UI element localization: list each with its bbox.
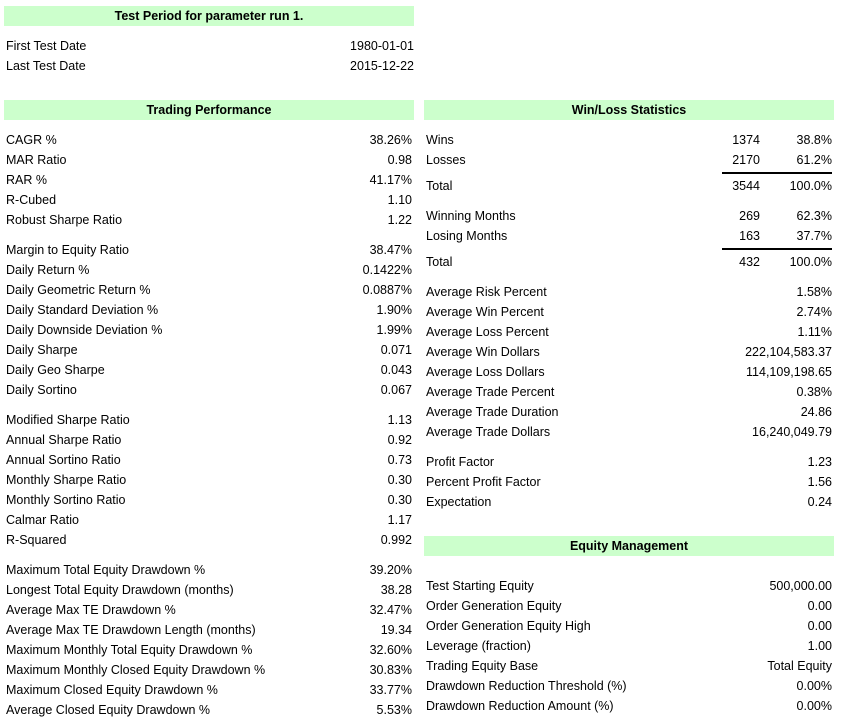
- row-label: Average Max TE Drawdown %: [6, 603, 176, 617]
- row-label: Total: [426, 179, 453, 193]
- row-label: Average Win Percent: [426, 305, 544, 319]
- table-row: [6, 340, 412, 360]
- row-percent: 61.2%: [796, 153, 832, 167]
- row-value: 114,109,198.65: [746, 365, 832, 379]
- table-row: [426, 362, 832, 382]
- row-value: 500,000.00: [769, 579, 832, 593]
- row-label: Average Trade Dollars: [426, 425, 551, 439]
- row-label: Average Trade Duration: [426, 405, 559, 419]
- table-row: [6, 260, 412, 280]
- table-row: [6, 580, 412, 600]
- table-row: [6, 56, 414, 76]
- equity-management-header: Equity Management: [424, 536, 834, 556]
- table-row: [426, 402, 832, 422]
- row-value: 0.1422%: [362, 263, 412, 277]
- table-row: [426, 382, 832, 402]
- table-row: [426, 452, 832, 472]
- table-row: [6, 560, 412, 580]
- row-label: Drawdown Reduction Amount (%): [426, 699, 614, 713]
- row-label: Trading Equity Base: [426, 659, 539, 673]
- table-row: [6, 170, 412, 190]
- row-value: 38.28: [380, 583, 412, 597]
- row-count: 1374: [732, 133, 760, 147]
- row-label: Modified Sharpe Ratio: [6, 413, 130, 427]
- row-label: Percent Profit Factor: [426, 475, 541, 489]
- row-value: 24.86: [800, 405, 832, 419]
- table-row: [6, 240, 412, 260]
- row-value: 1.99%: [376, 323, 412, 337]
- row-label: Margin to Equity Ratio: [6, 243, 129, 257]
- row-label: Average Trade Percent: [426, 385, 555, 399]
- row-value: 1.00: [807, 639, 832, 653]
- table-row: [6, 530, 412, 550]
- row-value: 1.56: [807, 475, 832, 489]
- row-value: 5.53%: [376, 703, 412, 717]
- row-label: Average Max TE Drawdown Length (months): [6, 623, 256, 637]
- row-value: 0.00%: [796, 699, 832, 713]
- table-row: [426, 616, 832, 636]
- row-label: Expectation: [426, 495, 492, 509]
- row-label: Average Loss Percent: [426, 325, 549, 339]
- row-label: Daily Sortino: [6, 383, 77, 397]
- row-label: Maximum Monthly Closed Equity Drawdown %: [6, 663, 266, 677]
- table-row: [6, 320, 412, 340]
- row-value: 33.77%: [369, 683, 412, 697]
- row-value: 32.60%: [369, 643, 412, 657]
- table-row: [426, 596, 832, 616]
- row-value: 19.34: [380, 623, 412, 637]
- row-label: CAGR %: [6, 133, 57, 147]
- row-value: 1.23: [807, 455, 832, 469]
- row-label: Profit Factor: [426, 455, 495, 469]
- row-value: 1.10: [387, 193, 412, 207]
- table-row: [426, 696, 832, 716]
- table-row: [6, 360, 412, 380]
- row-value: 1980-01-01: [350, 39, 414, 53]
- trading-performance-table: [6, 130, 412, 720]
- row-value: 1.13: [387, 413, 412, 427]
- row-percent: 38.8%: [796, 133, 832, 147]
- row-value: 41.17%: [369, 173, 412, 187]
- row-label: Winning Months: [426, 209, 516, 223]
- table-row: [426, 206, 832, 226]
- row-value: 0.00%: [796, 679, 832, 693]
- row-value: 1.58%: [796, 285, 832, 299]
- row-label: Daily Downside Deviation %: [6, 323, 163, 337]
- table-row: [426, 130, 832, 150]
- row-label: Average Closed Equity Drawdown %: [6, 703, 211, 717]
- table-row: [426, 636, 832, 656]
- row-value: 1.22: [387, 213, 412, 227]
- row-label: Losing Months: [426, 229, 508, 243]
- row-value: 0.92: [387, 433, 412, 447]
- row-label: R-Cubed: [6, 193, 57, 207]
- row-label: Total: [426, 255, 453, 269]
- table-row: [6, 600, 412, 620]
- row-value: 0.73: [387, 453, 412, 467]
- row-value: 0.30: [387, 493, 412, 507]
- table-row: [6, 280, 412, 300]
- table-row: [6, 300, 412, 320]
- row-value: 0.992: [380, 533, 412, 547]
- row-count: 432: [739, 255, 760, 269]
- row-value: 0.0887%: [362, 283, 412, 297]
- row-value: Total Equity: [767, 659, 832, 673]
- table-row: [6, 450, 412, 470]
- row-label: Robust Sharpe Ratio: [6, 213, 123, 227]
- row-label: Monthly Sharpe Ratio: [6, 473, 127, 487]
- table-row: [6, 510, 412, 530]
- test-period-table: [6, 36, 414, 76]
- table-row: [6, 470, 412, 490]
- months-total-rule: [722, 248, 832, 250]
- table-row: [426, 176, 832, 196]
- row-label: R-Squared: [6, 533, 67, 547]
- table-row: [426, 322, 832, 342]
- table-row: [426, 302, 832, 322]
- table-row: [6, 620, 412, 640]
- row-value: 2.74%: [796, 305, 832, 319]
- row-value: 38.47%: [369, 243, 412, 257]
- row-label: Last Test Date: [6, 59, 86, 73]
- row-value: 1.17: [387, 513, 412, 527]
- table-row: [6, 380, 412, 400]
- table-row: [426, 252, 832, 272]
- row-percent: 37.7%: [796, 229, 832, 243]
- equity-management-table: [426, 576, 832, 716]
- row-value: 0.00: [807, 619, 832, 633]
- row-label: Daily Sharpe: [6, 343, 78, 357]
- row-label: Annual Sharpe Ratio: [6, 433, 122, 447]
- table-row: [426, 422, 832, 442]
- table-row: [426, 150, 832, 170]
- row-value: 222,104,583.37: [745, 345, 832, 359]
- row-value: 0.24: [807, 495, 832, 509]
- win-loss-table: [426, 130, 832, 512]
- table-row: [6, 410, 412, 430]
- row-label: Calmar Ratio: [6, 513, 79, 527]
- row-label: Losses: [426, 153, 466, 167]
- row-value: 39.20%: [369, 563, 412, 577]
- table-row: [6, 210, 412, 230]
- row-value: 0.30: [387, 473, 412, 487]
- table-row: [426, 656, 832, 676]
- row-value: 0.071: [380, 343, 412, 357]
- table-row: [6, 130, 412, 150]
- row-percent: 100.0%: [789, 255, 832, 269]
- row-label: Average Loss Dollars: [426, 365, 545, 379]
- row-label: Daily Standard Deviation %: [6, 303, 159, 317]
- row-value: 0.00: [807, 599, 832, 613]
- table-row: [426, 282, 832, 302]
- row-count: 269: [739, 209, 760, 223]
- table-row: [6, 680, 412, 700]
- row-label: Average Win Dollars: [426, 345, 540, 359]
- table-row: [6, 660, 412, 680]
- row-count: 163: [739, 229, 760, 243]
- table-row: [6, 430, 412, 450]
- row-value: 30.83%: [369, 663, 412, 677]
- row-label: MAR Ratio: [6, 153, 67, 167]
- row-label: Maximum Total Equity Drawdown %: [6, 563, 206, 577]
- row-value: 16,240,049.79: [752, 425, 832, 439]
- row-value: 0.38%: [796, 385, 832, 399]
- table-row: [426, 576, 832, 596]
- test-period-header: Test Period for parameter run 1.: [4, 6, 414, 26]
- trades-total-rule: [722, 172, 832, 174]
- row-value: 1.11%: [797, 325, 832, 339]
- row-value: 38.26%: [369, 133, 412, 147]
- row-label: Wins: [426, 133, 454, 147]
- table-row: [426, 492, 832, 512]
- row-count: 2170: [732, 153, 760, 167]
- row-label: Order Generation Equity: [426, 599, 562, 613]
- table-row: [426, 472, 832, 492]
- table-row: [6, 150, 412, 170]
- row-label: Daily Geo Sharpe: [6, 363, 105, 377]
- table-row: [6, 490, 412, 510]
- row-label: RAR %: [6, 173, 47, 187]
- row-percent: 62.3%: [796, 209, 832, 223]
- row-count: 3544: [732, 179, 760, 193]
- row-label: Daily Geometric Return %: [6, 283, 151, 297]
- row-value: 1.90%: [376, 303, 412, 317]
- row-label: Monthly Sortino Ratio: [6, 493, 126, 507]
- table-row: [6, 700, 412, 720]
- row-value: 32.47%: [369, 603, 412, 617]
- row-label: Longest Total Equity Drawdown (months): [6, 583, 234, 597]
- table-row: [426, 342, 832, 362]
- row-value: 0.067: [380, 383, 412, 397]
- win-loss-header: Win/Loss Statistics: [424, 100, 834, 120]
- row-label: Order Generation Equity High: [426, 619, 591, 633]
- table-row: [6, 190, 412, 210]
- row-percent: 100.0%: [789, 179, 832, 193]
- row-label: First Test Date: [6, 39, 87, 53]
- row-label: Average Risk Percent: [426, 285, 547, 299]
- table-row: [6, 640, 412, 660]
- row-label: Maximum Closed Equity Drawdown %: [6, 683, 218, 697]
- row-label: Leverage (fraction): [426, 639, 531, 653]
- table-row: [426, 226, 832, 246]
- row-value: 2015-12-22: [350, 59, 414, 73]
- table-row: [6, 36, 414, 56]
- table-row: [426, 676, 832, 696]
- row-label: Drawdown Reduction Threshold (%): [426, 679, 627, 693]
- trading-performance-header: Trading Performance: [4, 100, 414, 120]
- row-label: Test Starting Equity: [426, 579, 534, 593]
- row-label: Maximum Monthly Total Equity Drawdown %: [6, 643, 253, 657]
- row-value: 0.043: [380, 363, 412, 377]
- row-label: Annual Sortino Ratio: [6, 453, 121, 467]
- row-value: 0.98: [387, 153, 412, 167]
- row-label: Daily Return %: [6, 263, 90, 277]
